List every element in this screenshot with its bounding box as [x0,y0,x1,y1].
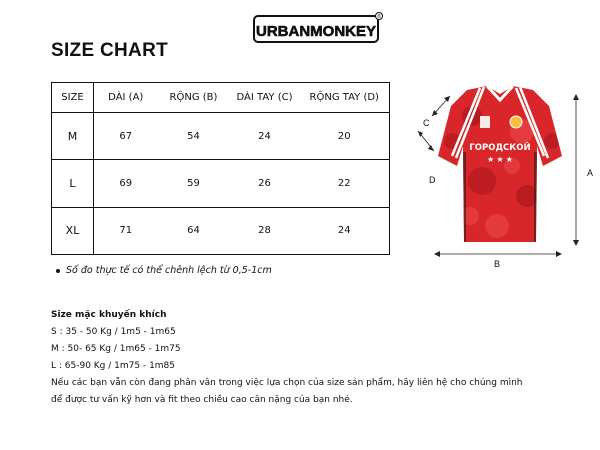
table-header-row [52,83,390,113]
cell-size: M [52,113,94,160]
bullet-icon [56,269,60,273]
table-row [52,160,390,207]
label-a: A [587,168,594,178]
size-recommendation [51,307,523,409]
header-size: SIZE [52,83,94,113]
measurement-note [56,265,272,276]
header-sleeve-width: RỘNG TAY (D) [300,83,390,113]
cell-width: 64 [158,207,230,254]
cell-length: 69 [94,160,158,207]
note-text: Số đo thực tế có thể chênh lệch từ 0,5-1cm [66,265,272,276]
cell-length: 67 [94,113,158,160]
urbanmonkey-logo-icon [252,10,384,46]
cell-width: 59 [158,160,230,207]
jersey-text: ГОРОДСКОЙ [469,143,531,153]
label-b: B [494,259,501,269]
recommendation-line: S : 35 - 50 Kg / 1m5 - 1m65 [51,327,176,337]
table-row [52,207,390,254]
header-length: DÀI (A) [94,83,158,113]
recommendation-line: M : 50- 65 Kg / 1m65 - 1m75 [51,344,181,354]
recommendation-line: để được tư vấn kỹ hơn và fit theo chiều cao cân nặng của bạn nhé. [51,395,353,405]
size-table [51,82,390,255]
table-row [52,113,390,160]
cell-sleeve-width: 22 [300,160,390,207]
jersey-icon [438,86,562,242]
header-sleeve-length: DÀI TAY (C) [230,83,300,113]
svg-text:®: ® [377,14,381,20]
cell-length: 71 [94,207,158,254]
recommendation-line: Nếu các bạn vẫn còn đang phân vân trong việc lựa chọn của size sản phẩm, hãy liên hệ cho chúng mình [51,378,523,388]
cell-sleeve-length: 26 [230,160,300,207]
star-icon: ★ ★ ★ [487,155,513,164]
logo-text: URBANMONKEY [256,23,376,40]
cell-sleeve-length: 28 [230,207,300,254]
cell-size: L [52,160,94,207]
page-title: SIZE CHART [51,40,168,61]
cell-sleeve-width: 24 [300,207,390,254]
header-width: RỘNG (B) [158,83,230,113]
label-c: C [423,118,430,128]
cell-sleeve-width: 20 [300,113,390,160]
cell-width: 54 [158,113,230,160]
recommendation-title: Size mặc khuyến khích [51,310,167,320]
cell-size: XL [52,207,94,254]
recommendation-line: L : 65-90 Kg / 1m75 - 1m85 [51,361,176,371]
brand-logo [252,10,384,46]
jersey-measurement-diagram [412,86,594,269]
label-d: D [429,175,436,185]
cell-sleeve-length: 24 [230,113,300,160]
